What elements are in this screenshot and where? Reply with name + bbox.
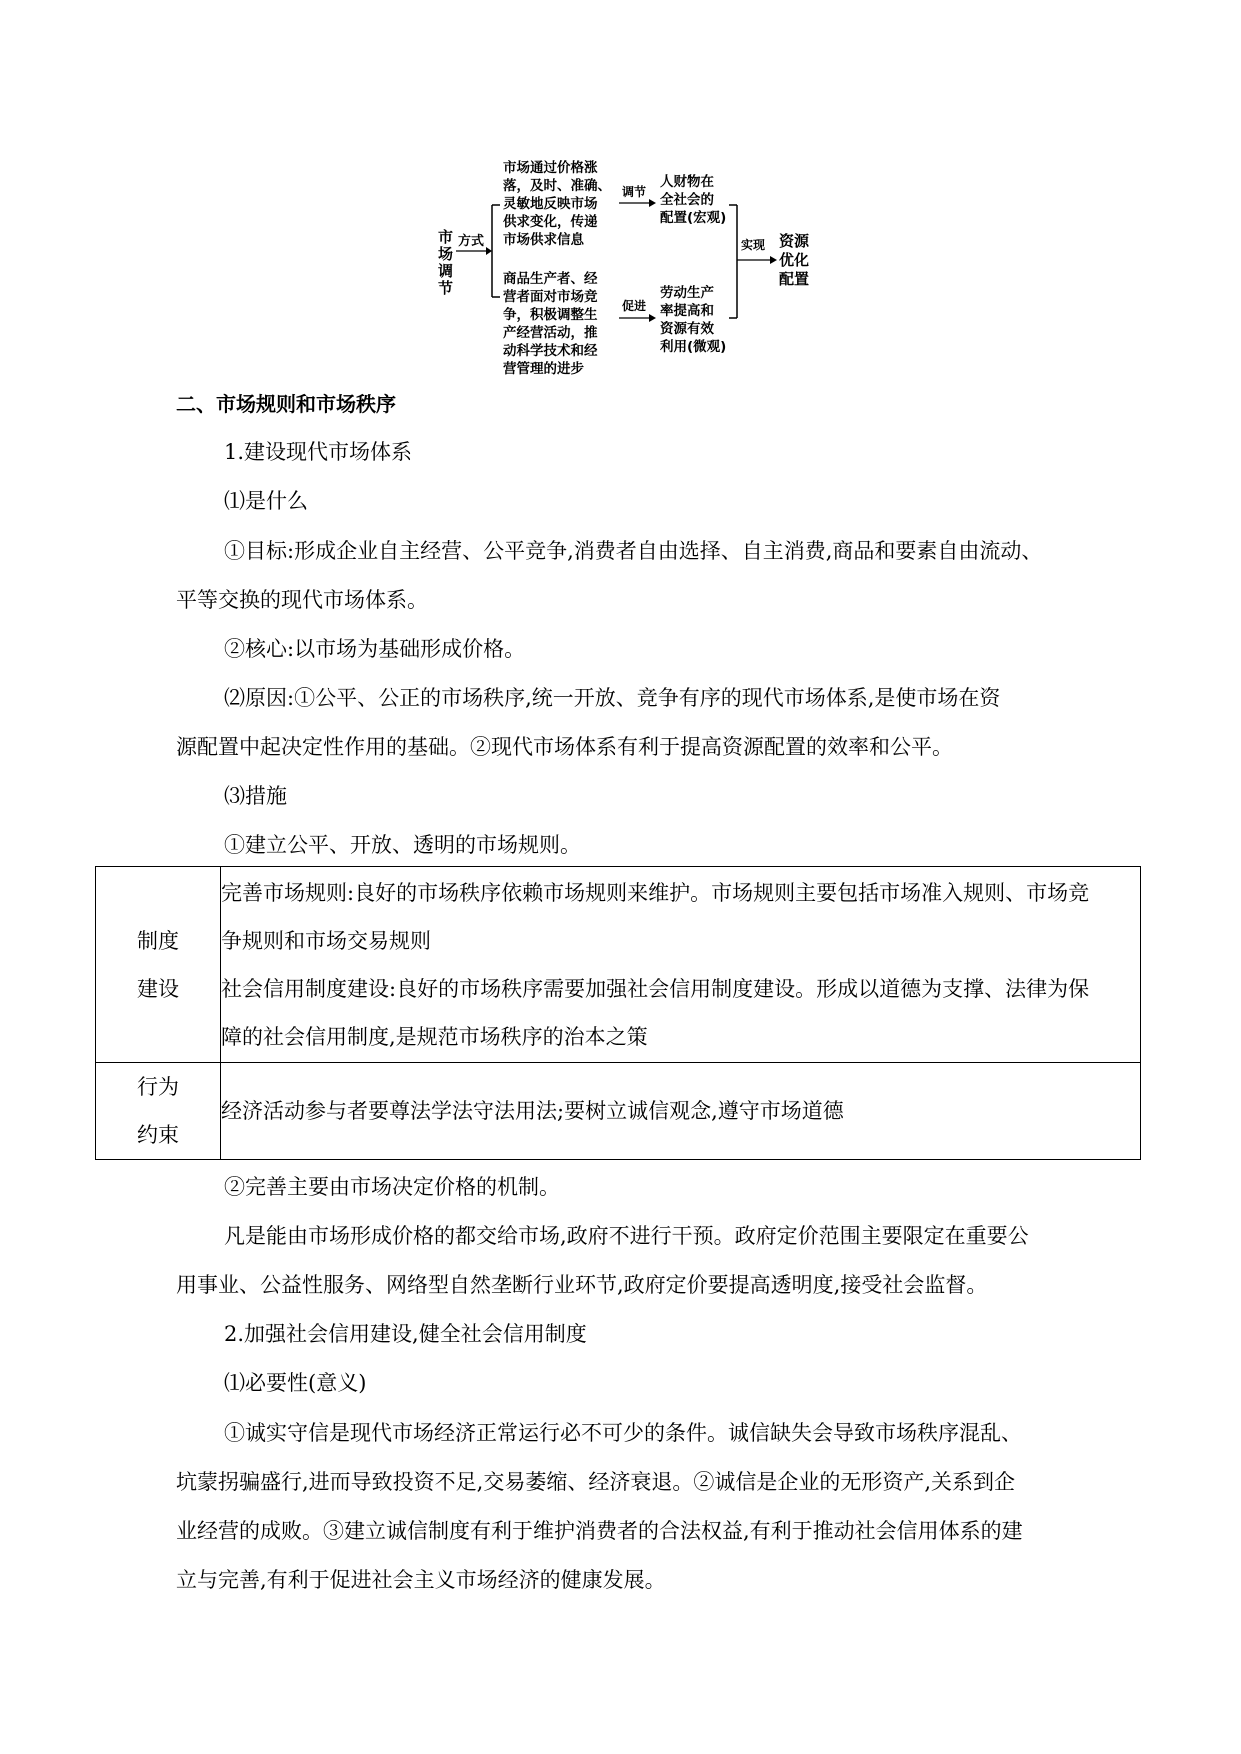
paragraph-line: 立与完善,有利于促进社会主义市场经济的健康发展。 bbox=[176, 1568, 666, 1592]
svg-text:商品生产者、经: 商品生产者、经 bbox=[503, 271, 598, 287]
paragraph-line: 源配置中起决定性作用的基础。②现代市场体系有利于提高资源配置的效率和公平。 bbox=[176, 735, 953, 759]
svg-text:营者面对市场竞: 营者面对市场竞 bbox=[503, 289, 598, 305]
svg-text:市: 市 bbox=[438, 228, 454, 246]
paragraph-line: ②核心:以市场为基础形成价格。 bbox=[224, 637, 526, 661]
paragraph-line: 用事业、公益性服务、网络型自然垄断行业环节,政府定价要提高透明度,接受社会监督。 bbox=[176, 1273, 988, 1297]
table-row bbox=[96, 867, 1141, 1063]
svg-text:争，积极调整生: 争，积极调整生 bbox=[503, 307, 598, 323]
method-label: 方式 bbox=[458, 234, 485, 249]
svg-text:场: 场 bbox=[438, 245, 454, 263]
svg-text:供求变化，传递: 供求变化，传递 bbox=[503, 214, 598, 230]
svg-text:率提高和: 率提高和 bbox=[660, 303, 714, 319]
paragraph-line: ①目标:形成企业自主经营、公平竞争,消费者自由选择、自主消费,商品和要素自由流动、 bbox=[224, 539, 1043, 563]
diagram-final-result bbox=[779, 232, 810, 288]
svg-text:劳动生产: 劳动生产 bbox=[660, 285, 714, 301]
paragraph-line: 业经营的成败。③建立诚信制度有利于维护消费者的合法权益,有利于推动社会信用体系的建 bbox=[176, 1519, 1023, 1543]
svg-text:市场供求信息: 市场供求信息 bbox=[503, 232, 584, 248]
svg-text:人财物在: 人财物在 bbox=[660, 174, 714, 190]
svg-text:产经营活动，推: 产经营活动，推 bbox=[503, 325, 598, 341]
svg-text:动科学技术和经: 动科学技术和经 bbox=[503, 343, 598, 359]
svg-text:配置(宏观): 配置(宏观) bbox=[660, 210, 727, 226]
svg-text:利用(微观): 利用(微观) bbox=[660, 339, 727, 355]
svg-text:配置: 配置 bbox=[779, 270, 810, 288]
svg-text:优化: 优化 bbox=[779, 251, 810, 269]
paragraph-line: ①建立公平、开放、透明的市场规则。 bbox=[224, 833, 581, 857]
paragraph-line: 坑蒙拐骗盛行,进而导致投资不足,交易萎缩、经济衰退。②诚信是企业的无形资产,关系到企 bbox=[176, 1470, 1016, 1494]
paragraph-line: ⑴必要性(意义) bbox=[224, 1371, 367, 1395]
svg-text:灵敏地反映市场: 灵敏地反映市场 bbox=[503, 196, 598, 212]
svg-text:落，及时、准确、: 落，及时、准确、 bbox=[503, 178, 611, 194]
row-content: 完善市场规则:良好的市场秩序依赖市场规则来维护。市场规则主要包括市场准入规则、市场竞 争规则和市场交易规则 社会信用制度建设:良好的市场秩序需要加强社会信用制度建设。形成以道德为支撑、法律为保 障的社会信用制度,是规范市场秩序的治本之策 bbox=[221, 867, 1141, 1063]
market-rules-table bbox=[95, 866, 1141, 1160]
row-content: 经济活动参与者要尊法学法守法用法;要树立诚信观念,遵守市场道德 bbox=[221, 1063, 1141, 1160]
paragraph-line: 平等交换的现代市场体系。 bbox=[176, 588, 428, 612]
paragraph-line: 1.建设现代市场体系 bbox=[224, 440, 413, 464]
bottom-arrow-label: 促进 bbox=[622, 299, 647, 313]
diagram-bottom-result bbox=[660, 284, 726, 355]
section-title: 二、市场规则和市场秩序 bbox=[176, 392, 396, 416]
paragraph-line: ①诚实守信是现代市场经济正常运行必不可少的条件。诚信缺失会导致市场秩序混乱、 bbox=[224, 1421, 1022, 1445]
row-label: 行为 约束 bbox=[96, 1063, 221, 1160]
svg-text:资源: 资源 bbox=[779, 232, 810, 250]
paragraph-line: ②完善主要由市场决定价格的机制。 bbox=[224, 1175, 560, 1199]
paragraph-line: 2.加强社会信用建设,健全社会信用制度 bbox=[224, 1322, 587, 1346]
svg-text:市场通过价格涨: 市场通过价格涨 bbox=[503, 160, 598, 176]
paragraph-line: ⑶措施 bbox=[224, 784, 287, 808]
table-row bbox=[96, 1063, 1141, 1160]
paragraph-line: ⑵原因:①公平、公正的市场秩序,统一开放、竞争有序的现代市场体系,是使市场在资 bbox=[224, 686, 1001, 710]
realize-label: 实现 bbox=[741, 238, 766, 252]
svg-text:全社会的: 全社会的 bbox=[660, 192, 714, 208]
row-label: 制度 建设 bbox=[96, 867, 221, 1063]
svg-text:营管理的进步: 营管理的进步 bbox=[503, 361, 584, 377]
svg-text:调: 调 bbox=[438, 262, 454, 280]
top-arrow-label: 调节 bbox=[622, 185, 647, 199]
svg-text:节: 节 bbox=[438, 279, 454, 297]
market-regulation-diagram bbox=[0, 0, 1241, 380]
diagram-top-box bbox=[503, 159, 611, 248]
svg-text:资源有效: 资源有效 bbox=[660, 321, 714, 337]
diagram-bottom-box bbox=[503, 270, 598, 377]
paragraph-line: 凡是能由市场形成价格的都交给市场,政府不进行干预。政府定价范围主要限定在重要公 bbox=[224, 1224, 1029, 1248]
diagram-root-label bbox=[438, 228, 453, 297]
paragraph-line: ⑴是什么 bbox=[224, 489, 308, 513]
diagram-top-result bbox=[660, 173, 726, 226]
